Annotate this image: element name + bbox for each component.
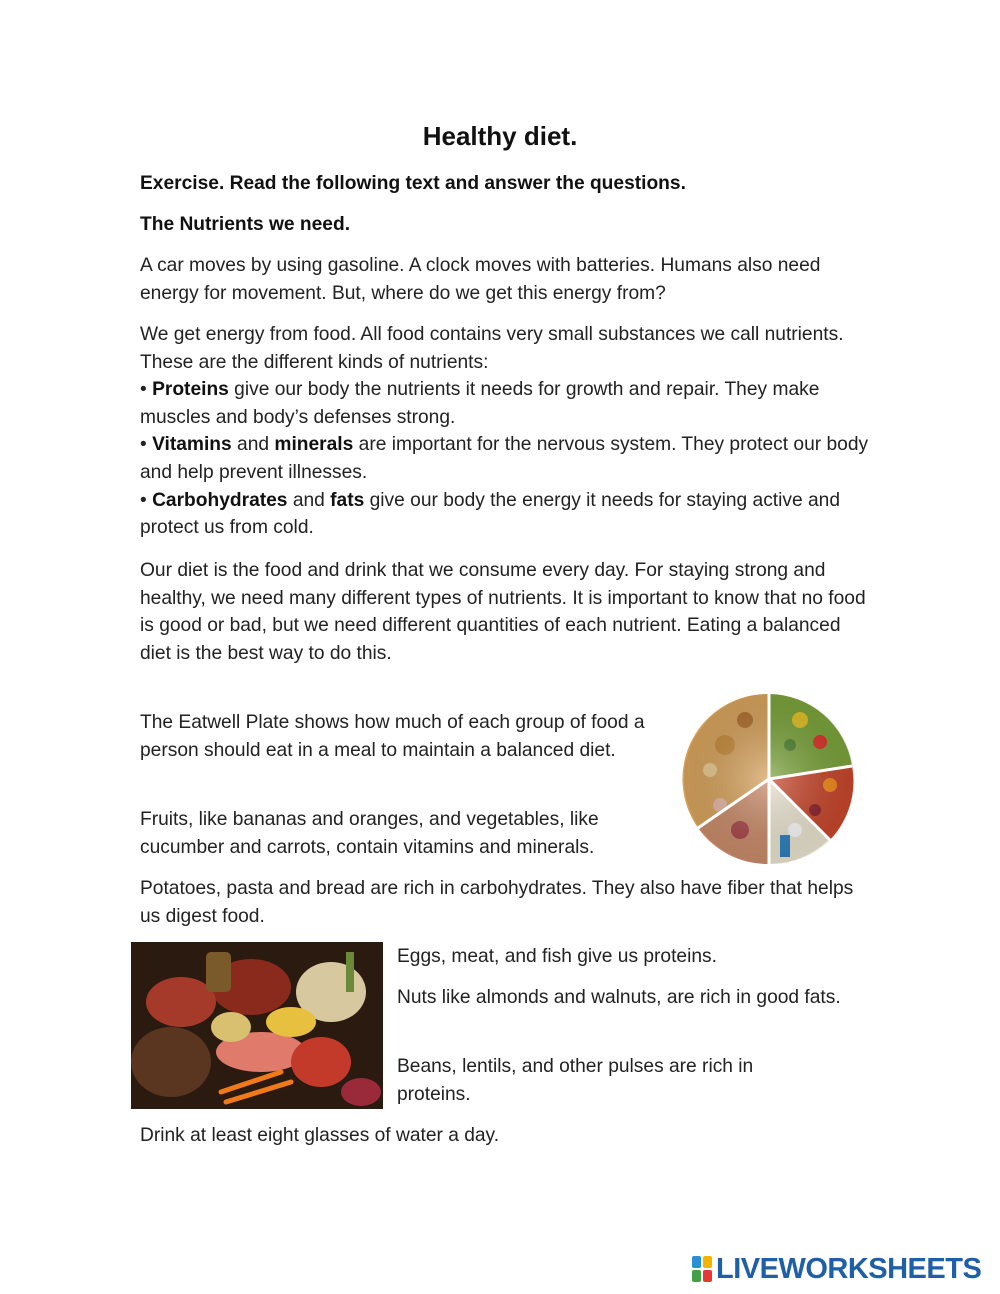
page-title: Healthy diet.: [422, 121, 578, 151]
paragraph-fruits: Fruits, like bananas and oranges, and vegetables, like cucumber and carrots, contain vitamins and minerals.: [140, 809, 599, 858]
bullet-vitamins: • Vitamins and minerals are important for the nervous system. They protect our body and help prevent illnesses.: [140, 434, 869, 483]
eatwell-plate-image: [680, 690, 858, 868]
logo-text: LIVEWORKSHEETS: [716, 1253, 982, 1285]
paragraph-proteins: Eggs, meat, and fish give us proteins.: [397, 946, 717, 967]
paragraph-diet: Our diet is the food and drink that we consume every day. For staying strong and healthy, we need many different types of nutrients. It is important to know that no food is good or bad, but we need different quantities of each nutrient. Eating a balanced diet is the best way to do this.: [140, 560, 866, 664]
paragraph-nuts: Nuts like almonds and walnuts, are rich in good fats.: [397, 987, 841, 1008]
paragraph-energy: A car moves by using gasoline. A clock moves with batteries. Humans also need energy for movement. But, where do we get this energy from?: [140, 255, 821, 304]
paragraph-nutrients: [140, 321, 870, 542]
paragraph-eatwell: The Eatwell Plate shows how much of each group of food a person should eat in a meal to maintain a balanced diet.: [140, 712, 645, 761]
exercise-instruction: Exercise. Read the following text and answer the questions.: [140, 173, 686, 194]
paragraph-pulses: Beans, lentils, and other pulses are rich in proteins.: [397, 1056, 754, 1105]
bullet-proteins: • Proteins give our body the nutrients it needs for growth and repair. They make muscles and body’s defenses strong.: [140, 379, 820, 428]
paragraph-water: Drink at least eight glasses of water a day.: [140, 1125, 500, 1146]
paragraph-carbohydrates: Potatoes, pasta and bread are rich in carbohydrates. They also have fiber that helps us digest food.: [140, 878, 854, 927]
nutrients-intro: We get energy from food. All food contains very small substances we call nutrients. These are the different kinds of nutrients:: [140, 324, 844, 373]
logo-icon: [692, 1256, 712, 1282]
bullet-carbohydrates: • Carbohydrates and fats give our body the energy it needs for staying active and protect us from cold.: [140, 489, 841, 539]
liveworksheets-logo: [692, 1254, 981, 1284]
section-subtitle: The Nutrients we need.: [140, 214, 351, 235]
food-photo-image: [131, 942, 383, 1109]
